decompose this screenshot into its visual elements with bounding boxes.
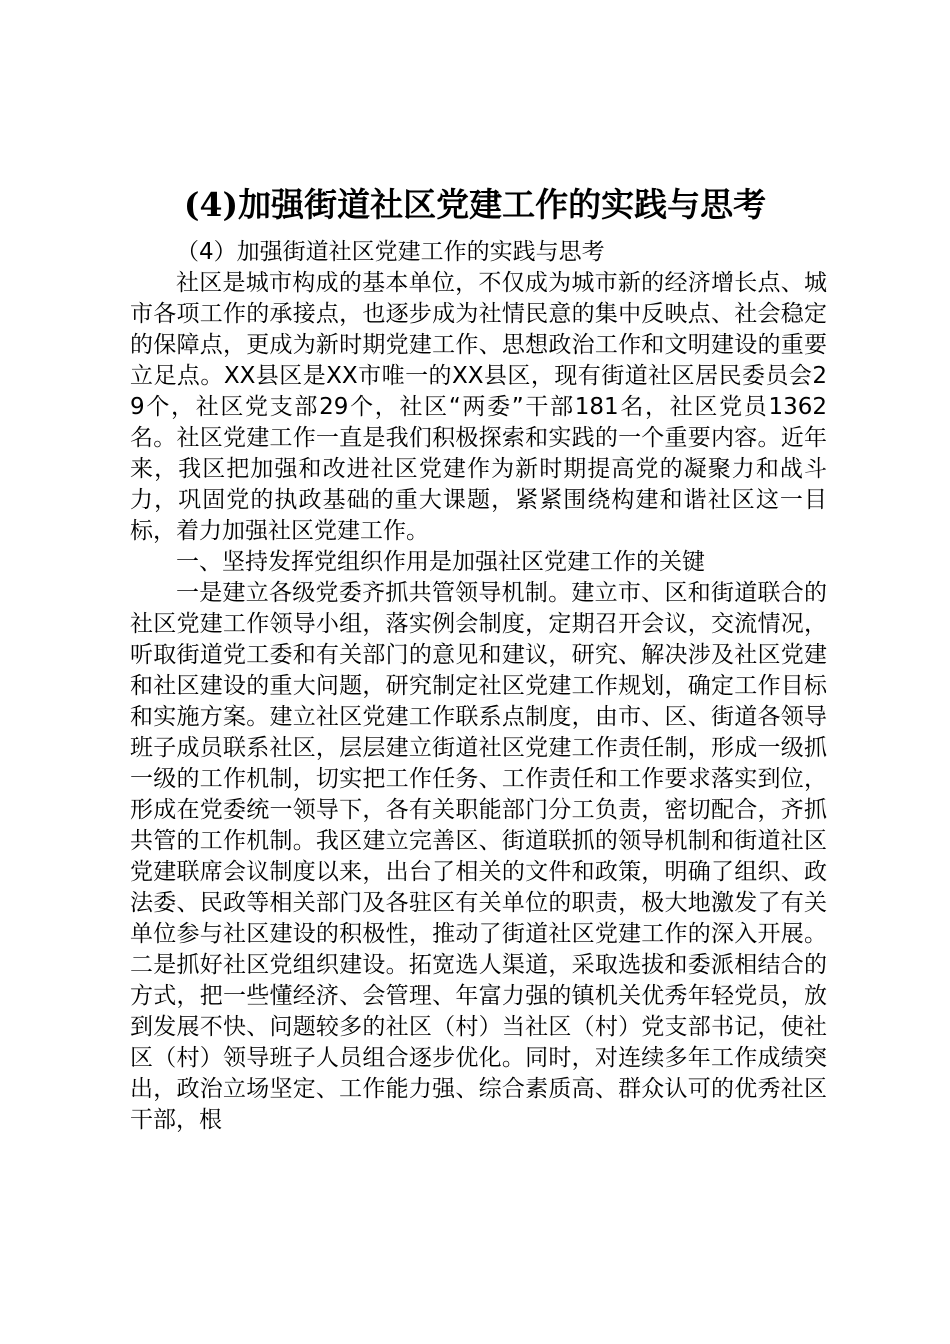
document-body (130, 237, 827, 1136)
paragraph-section-heading: 一、坚持发挥党组织作用是加强社区党建工作的关键 (176, 549, 705, 575)
paragraph-intro: 社区是城市构成的基本单位，不仅成为城市新的经济增长点、城市各项工作的承接点，也逐步成为社情民意的集中反映点、社会稳定的保障点，更成为新时期党建工作、思想政治工作和文明建设的重要立足点。XX县区是XX市唯一的XX县区，现有街道社区居民委员会29个，社区党支部29个，社区“两委”干部181名，社区党员1362名。社区党建工作一直是我们积极探索和实践的一个重要内容。近年来，我区把加强和改进社区党建作为新时期提高党的凝聚力和战斗力，巩固党的执政基础的重大课题，紧紧围绕构建和谐社区这一目标，着力加强社区党建工作。 (130, 270, 827, 544)
paragraph-section-body: 一是建立各级党委齐抓共管领导机制。建立市、区和街道联合的社区党建工作领导小组，落实例会制度，定期召开会议，交流情况，听取街道党工委和有关部门的意见和建议，研究、解决涉及社区党建和社区建设的重大问题，研究制定社区党建工作规划，确定工作目标和实施方案。建立社区党建工作联系点制度，由市、区、街道各领导班子成员联系社区，层层建立街道社区党建工作责任制，形成一级抓一级的工作机制，切实把工作任务、工作责任和工作要求落实到位，形成在党委统一领导下，各有关职能部门分工负责，密切配合，齐抓共管的工作机制。我区建立完善区、街道联抓的领导机制和街道社区党建联席会议制度以来，出台了相关的文件和政策，明确了组织、政法委、民政等相关部门及各驻区有关单位的职责，极大地激发了有关单位参与社区建设的积极性，推动了街道社区党建工作的深入开展。二是抓好社区党组织建设。拓宽选人渠道，采取选拔和委派相结合的方式，把一些懂经济、会管理、年富力强的镇机关优秀年轻党员，放到发展不快、问题较多的社区（村）当社区（村）党支部书记，使社区（村）领导班子人员组合逐步优化。同时，对连续多年工作成绩突出，政治立场坚定、工作能力强、综合素质高、群众认可的优秀社区干部，根 (130, 580, 827, 1133)
document-title: (4)加强街道社区党建工作的实践与思考 (183, 185, 767, 224)
paragraph-subtitle: （4）加强街道社区党建工作的实践与思考 (176, 239, 605, 265)
